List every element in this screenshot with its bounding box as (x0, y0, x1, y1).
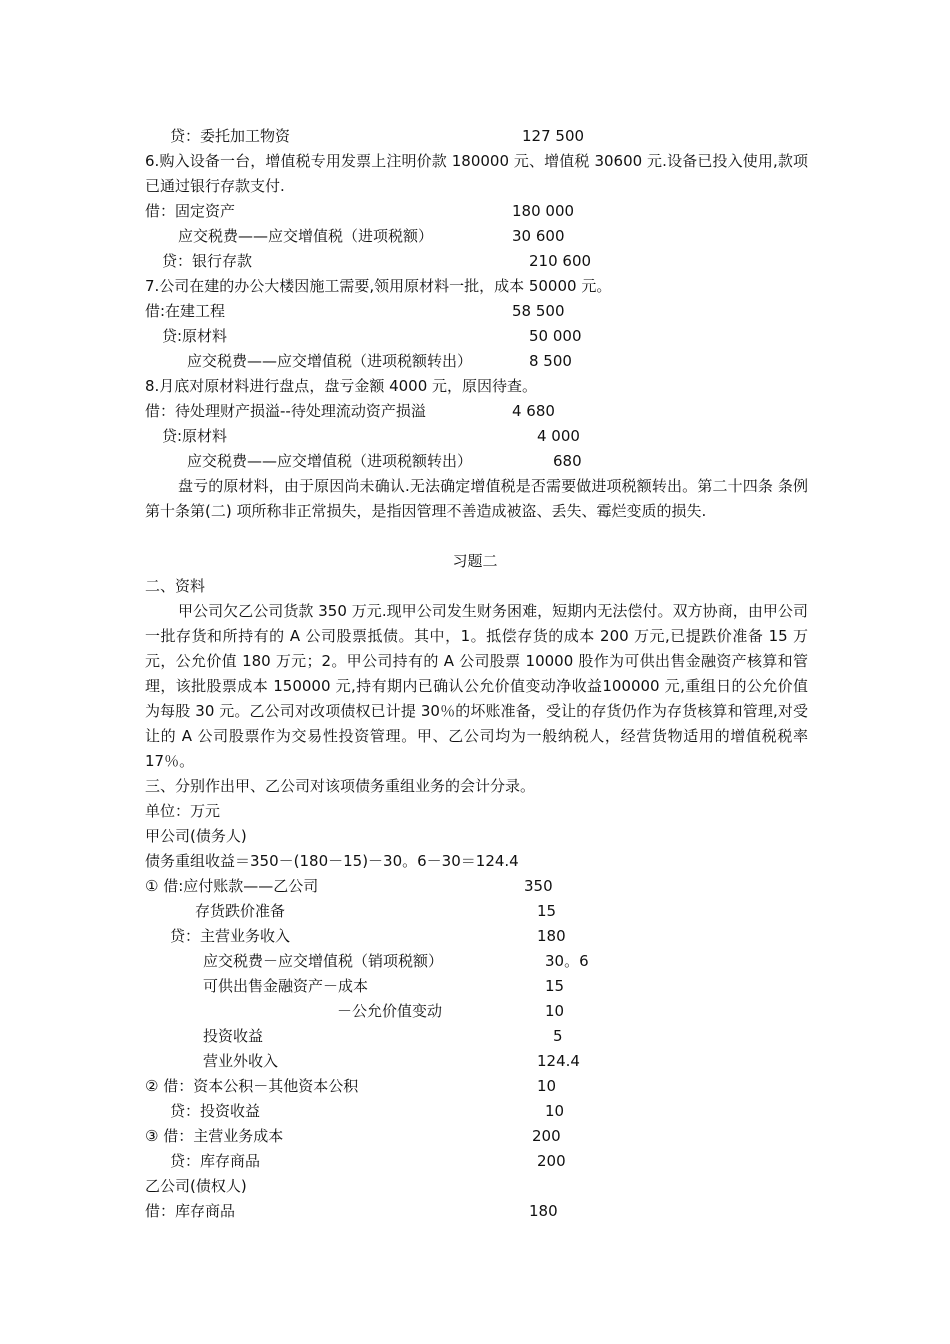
entry-line: 借：库存商品 180 (145, 1202, 558, 1220)
entry-line: 营业外收入 124.4 (203, 1052, 580, 1070)
problem-6-text: 6.购入设备一台，增值税专用发票上注明价款 180000 元、增值税 30600 元.设备已投入使用,款项已通过银行存款支付. (145, 152, 808, 195)
section-heading: 习题二 (452, 552, 498, 570)
entry-line: 借：待处理财产损溢--待处理流动资产损溢 4 680 (145, 402, 555, 420)
exercise-material-paragraph: 甲公司欠乙公司货款 350 万元.现甲公司发生财务困难，短期内无法偿付。双方协商，由甲公司一批存货和所持有的 A 公司股票抵债。其中，1。抵偿存货的成本 200 万元,已提跌价准备 15 万元，公允价值 180 万元；2。甲公司持有的 A 公司股票 10000 股作为可供出售金融资产核算和管理，该批股票成本 150000 元,持有期内已确认公允价值变动净收益100000 元,重组日的公允价值为每股 30 元。乙公司对改项债权已计提 30％的坏账准备，受让的存货仍作为存货核算和管理,对受让的 A 公司股票作为交易性投资管理。甲、乙公司均为一般纳税人，经营货物适用的增值税税率 17％。 (145, 602, 808, 770)
entry-line: 贷：委托加工物资 127 500 (170, 127, 585, 145)
entry-line: 存货跌价准备 15 (195, 902, 557, 920)
entry-line: 贷：主营业务收入 180 (170, 927, 566, 945)
entry-line: ① 借:应付账款——乙公司 350 (145, 877, 553, 895)
entry-line: ③ 借：主营业务成本 200 (145, 1127, 561, 1145)
entry-line: 应交税费——应交增值税（进项税额） 30 600 (178, 227, 565, 245)
entry-line: 借:在建工程 58 500 (145, 302, 565, 320)
entry-line: 可供出售金融资产－成本 15 (203, 977, 565, 995)
section-label: 三、分别作出甲、乙公司对该项债务重组业务的会计分录。 (145, 777, 536, 795)
entry-line: 应交税费－应交增值税（销项税额） 30。6 (203, 952, 589, 970)
company-label: 甲公司(债务人) (145, 827, 247, 845)
entry-line: 应交税费——应交增值税（进项税额转出） 680 (187, 452, 582, 470)
company-label: 乙公司(债权人) (145, 1177, 247, 1195)
problem-8-text: 8.月底对原材料进行盘点，盘亏金额 4000 元，原因待查。 (145, 377, 538, 395)
entry-line: 贷：银行存款 210 600 (162, 252, 592, 270)
entry-line: 贷:原材料 50 000 (162, 327, 582, 345)
entry-line: －公允价值变动 10 (337, 1002, 565, 1020)
entry-line: 应交税费——应交增值税（进项税额转出） 8 500 (187, 352, 572, 370)
entry-line: 贷:原材料 4 000 (162, 427, 580, 445)
formula-line: 债务重组收益＝350－(180－15)－30。6－30＝124.4 (145, 852, 519, 870)
entry-line: 投资收益 5 (203, 1027, 563, 1045)
unit-label: 单位：万元 (145, 802, 221, 820)
entry-line: 贷：投资收益 10 (170, 1102, 565, 1120)
section-label: 二、资料 (145, 577, 206, 595)
entry-line: 贷：库存商品 200 (170, 1152, 566, 1170)
entry-line: 借：固定资产 180 000 (145, 202, 575, 220)
entry-line: ② 借：资本公积－其他资本公积 10 (145, 1077, 557, 1095)
note-paragraph: 盘亏的原材料，由于原因尚未确认.无法确定增值税是否需要做进项税额转出。第二十四条 条例第十条第(二) 项所称非正常损失，是指因管理不善造成被盗、丢失、霉烂变质的损失. (145, 477, 808, 520)
problem-7-text: 7.公司在建的办公大楼因施工需要,领用原材料一批，成本 50000 元。 (145, 277, 612, 295)
